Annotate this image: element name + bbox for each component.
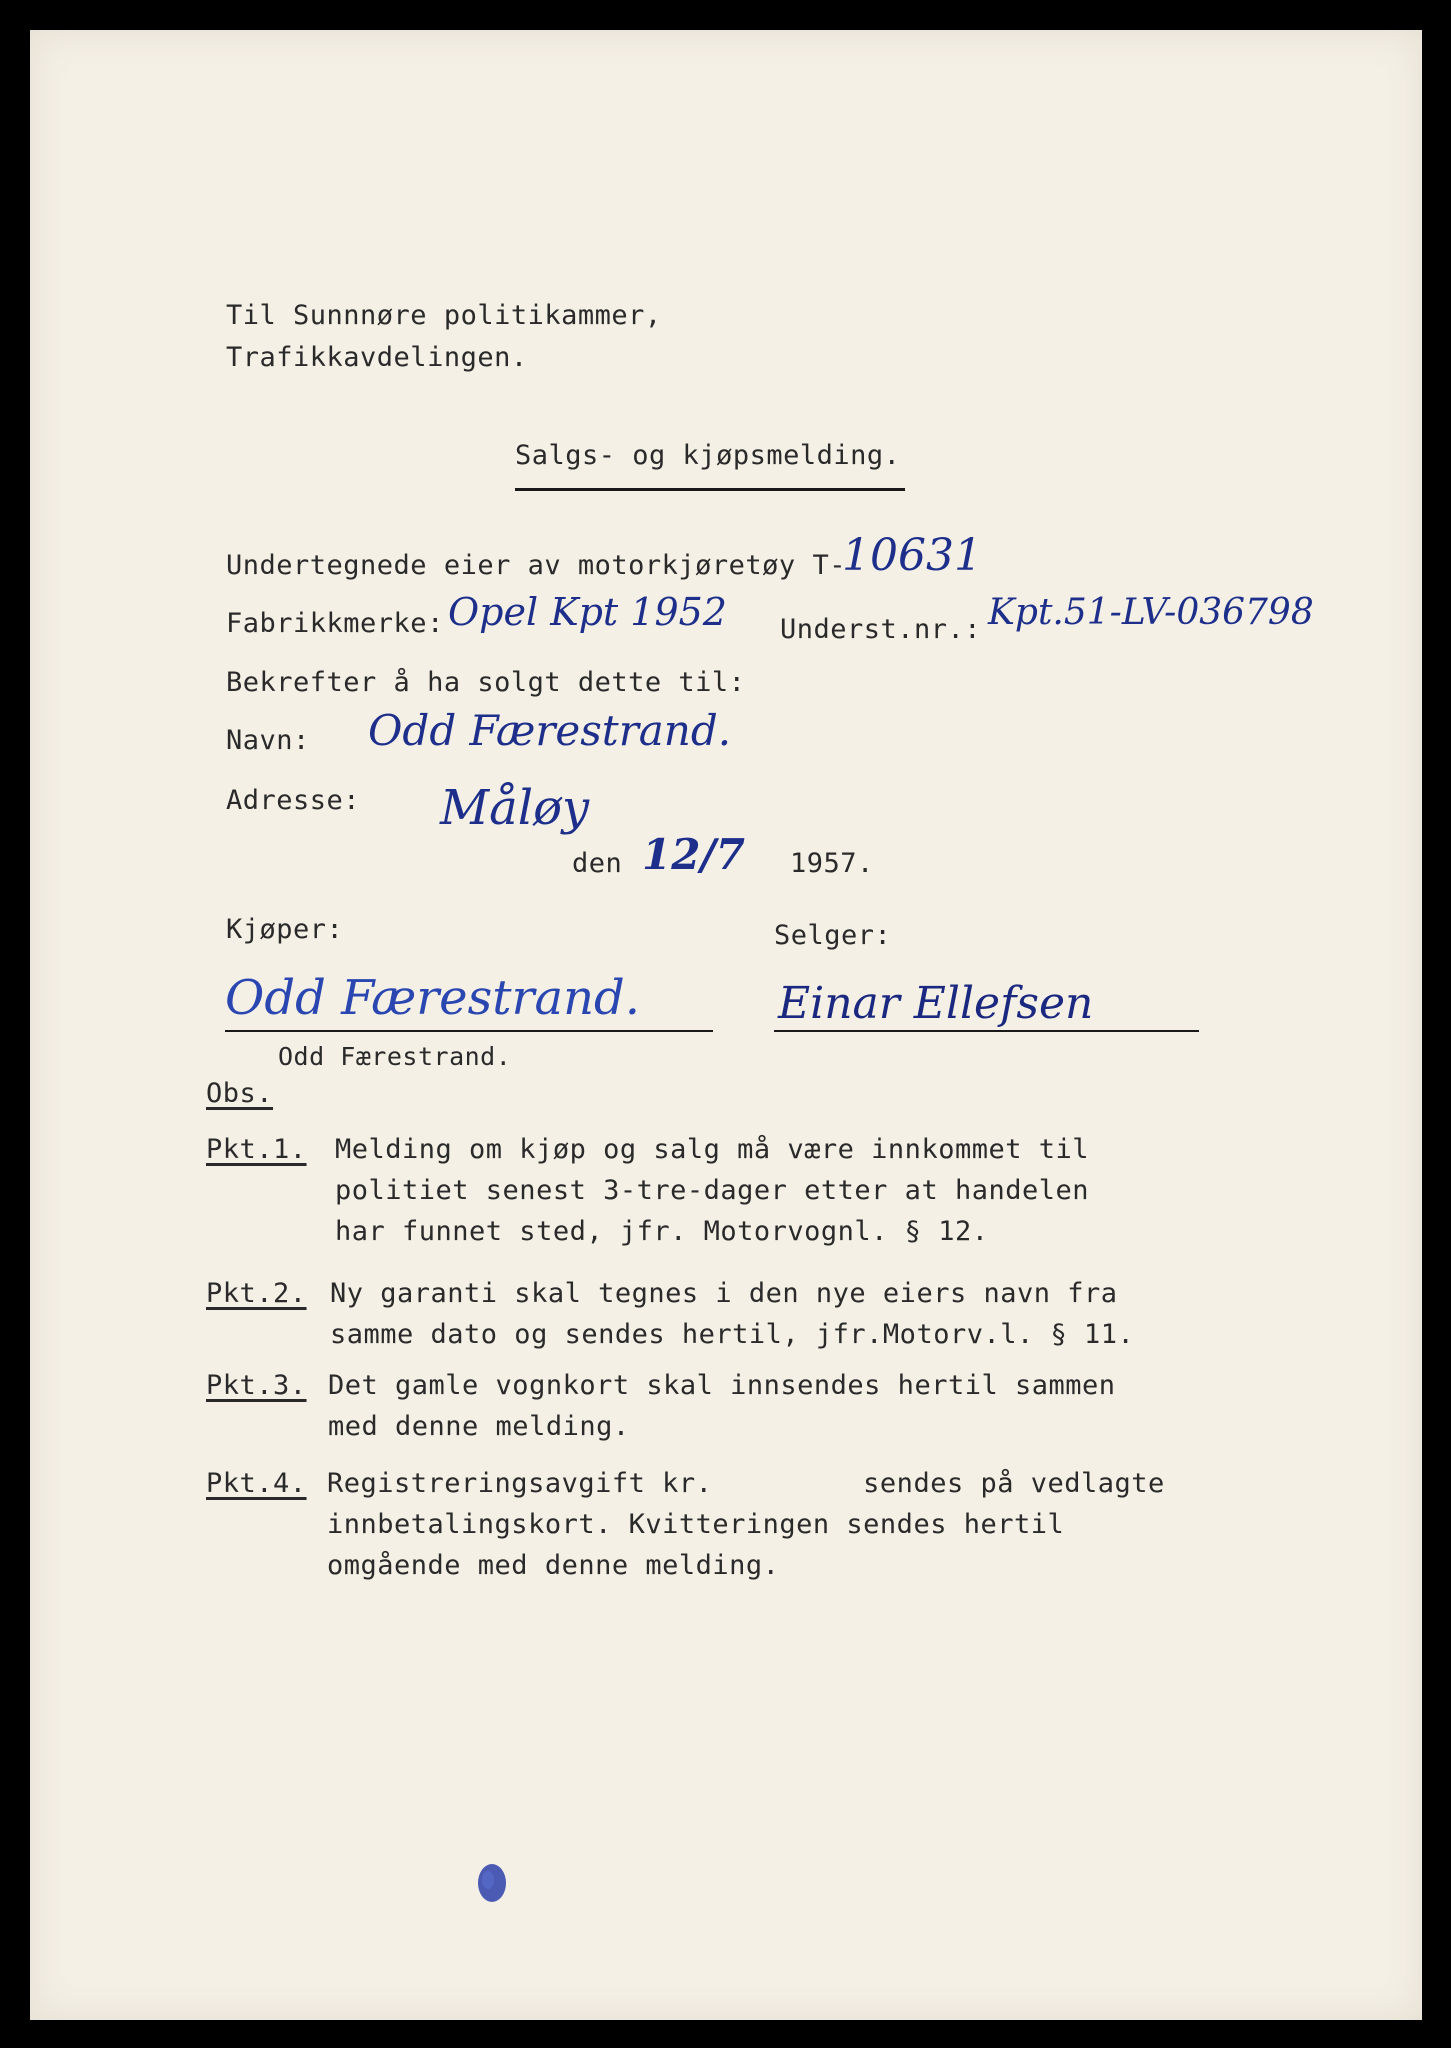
date-value-handwritten: 12/7	[642, 830, 746, 879]
date-prefix: den	[572, 848, 623, 879]
buyer-signature-line	[225, 1030, 713, 1032]
document-page	[30, 30, 1422, 2020]
make-value-handwritten: Opel Kpt 1952	[448, 590, 727, 634]
note-line: samme dato og sendes hertil, jfr.Motorv.l. § 11.	[330, 1319, 1135, 1350]
chassis-value-handwritten: Kpt.51-LV-036798	[988, 592, 1314, 633]
chassis-label: Underst.nr.:	[780, 614, 982, 645]
ink-stamp-mark	[470, 1858, 514, 1908]
recipient-line-2: Trafikkavdelingen.	[226, 342, 528, 373]
obs-label: Obs.	[206, 1078, 274, 1109]
recipient-line-1: Til Sunnnøre politikammer,	[226, 300, 662, 331]
note-line: omgående med denne melding.	[327, 1550, 780, 1581]
note-label: Pkt.3.	[206, 1370, 307, 1401]
note-line: Det gamle vognkort skal innsendes hertil sammen	[328, 1370, 1116, 1401]
note-line: Ny garanti skal tegnes i den nye eiers navn fra	[330, 1278, 1118, 1309]
seller-signature-line	[774, 1030, 1199, 1032]
owner-label: Undertegnede eier av motorkjøretøy T-	[226, 550, 846, 581]
note-line: politiet senest 3-tre-dager etter at handelen	[335, 1175, 1089, 1206]
note-label: Pkt.4.	[206, 1468, 307, 1499]
date-year: 1957.	[790, 848, 874, 879]
note-line: Melding om kjøp og salg må være innkommet til	[335, 1134, 1089, 1165]
note-line: har funnet sted, jfr. Motorvognl. § 12.	[335, 1216, 989, 1247]
note-line: med denne melding.	[328, 1411, 630, 1442]
seller-label: Selger:	[774, 920, 892, 951]
note-line: innbetalingskort. Kvitteringen sendes hertil	[327, 1509, 1065, 1540]
make-label: Fabrikkmerke:	[226, 608, 444, 639]
title-underline	[515, 488, 905, 491]
confirm-label: Bekrefter å ha solgt dette til:	[226, 667, 746, 698]
owner-value-handwritten: 10631	[842, 530, 982, 581]
note-label: Pkt.2.	[206, 1278, 307, 1309]
name-label: Navn:	[226, 725, 310, 756]
document-title: Salgs- og kjøpsmelding.	[515, 440, 901, 471]
buyer-signature: Odd Færestrand.	[225, 970, 640, 1026]
buyer-label: Kjøper:	[226, 914, 344, 945]
note-label: Pkt.1.	[206, 1134, 307, 1165]
seller-signature: Einar Ellefsen	[778, 978, 1094, 1029]
address-label: Adresse:	[226, 785, 361, 816]
buyer-typed-name: Odd Færestrand.	[278, 1042, 512, 1071]
name-value-handwritten: Odd Færestrand.	[368, 706, 732, 755]
note-line: Registreringsavgift kr. sendes på vedlagte	[327, 1468, 1165, 1499]
address-value-handwritten: Måløy	[440, 780, 590, 836]
